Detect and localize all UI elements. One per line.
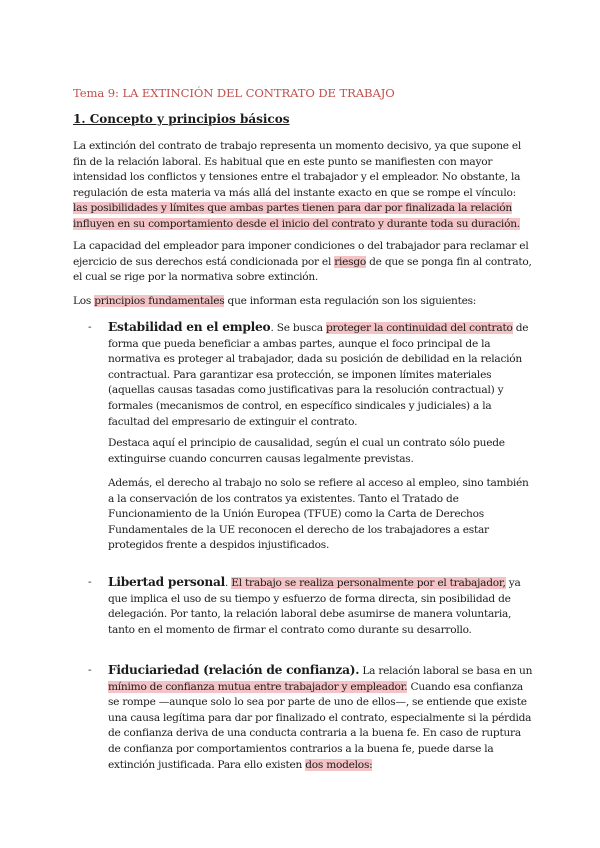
intro-highlight: las posibilidades y límites que ambas partes tienen para dar por finalizada la relación influyen en su comportamiento desde el inicio del contrato y durante toda su duración. [73, 202, 520, 230]
freedom-text-b: ya que implica el uso de su tiempo y esfuerzo de forma directa, sin posibilidad de delegación. Por tanto, la relación laboral debe asumirse de manera voluntaria, tanto en el momento de firmar el contrato como durante su desarrollo. [108, 577, 521, 636]
list-item-personal-freedom [88, 575, 533, 638]
fiduciary-paragraph [108, 663, 533, 773]
document-title: Tema 9: LA EXTINCIÓN DEL CONTRATO DE TRABAJO [73, 86, 395, 100]
freedom-text-a: . [225, 577, 232, 589]
stability-text-a: . Se busca [270, 322, 326, 334]
capacity-paragraph [73, 239, 533, 286]
intro-paragraph [73, 139, 533, 233]
principles-intro-before: Los [73, 295, 95, 307]
intro-text: La extinción del contrato de trabajo representa un momento decisivo, ya que supone el fin de la relación laboral. Es habitual que en este punto se manifiesten con mayor intensidad los conflictos y tensiones entre el trabajador y el empleador. No obstante, la regulación de esta materia va más allá del instante exacto en que se rompe el vínculo: [73, 140, 522, 199]
stability-title: Estabilidad en el empleo [108, 320, 271, 334]
freedom-paragraph [108, 575, 533, 638]
capacity-highlight: riesgo [334, 255, 367, 268]
stability-text-b: de forma que pueda beneficiar a ambas partes, aunque el foco principal de la normativa es proteger al trabajador, dada su posición de debilidad en la relación contractual. Para garantizar esa protección, se imponen límites materiales (aquellas causas tasadas como justificativas para la resolución contractual) y formales (mecanismos de control, en específico sindicales y judiciales) a la facultad del empresario de extinguir el contrato. [108, 322, 529, 428]
principles-intro [73, 294, 533, 310]
causality-paragraph: Destaca aquí el principio de causalidad, según el cual un contrato sólo puede extinguirse cuando concurren causas legalmente previstas. [108, 437, 505, 465]
list-item-fiduciary [88, 663, 533, 773]
freedom-title: Libertad personal [108, 575, 226, 589]
list-item-stability [88, 320, 533, 430]
bullet-dash: - [88, 664, 92, 676]
principles-intro-after: que informan esta regulación son los siguientes: [224, 295, 477, 307]
stability-paragraph [108, 320, 533, 430]
capacity-text-before: La capacidad del empleador para imponer condiciones o del trabajador para reclamar el ejercicio de sus derechos está condicionada por el [73, 240, 529, 268]
fiduciary-highlight-models: dos modelos: [305, 758, 373, 771]
capacity-text-after: de que se ponga fin al contrato, el cual se rige por la normativa sobre extinción. [73, 255, 532, 284]
stability-highlight: proteger la continuidad del contrato [326, 322, 513, 334]
fiduciary-highlight: mínimo de confianza mutua entre trabajador y empleador. [108, 680, 408, 693]
bullet-dash: - [88, 576, 92, 588]
right-to-work-paragraph: Además, el derecho al trabajo no solo se refiere al acceso al empleo, sino también a la conservación de los contratos ya existentes. Tanto el Tratado de Funcionamiento de la Unión Europea (TFUE) como la Carta de Derechos Fundamentales de la UE reconocen el derecho de los trabajadores a estar protegidos frente a despidos injustificados. [108, 477, 529, 552]
freedom-highlight: El trabajo se realiza personalmente por el trabajador, [231, 577, 506, 589]
fiduciary-text-b: Cuando esa confianza se rompe —aunque solo lo sea por parte de uno de ellos—, se entiende que existe una causa legítima para dar por finalizado el contrato, especialmente si la pérdida de confianza deriva de una conducta contraria a la buena fe. En caso de ruptura de confianza por comportamientos contrarios a la buena fe, puede darse la extinción justificada. Para ello existen [108, 680, 532, 771]
principles-intro-highlight: principios fundamentales [94, 295, 225, 307]
fiduciary-title: Fiduciariedad (relación de confianza). [108, 663, 360, 677]
section-heading: 1. Concepto y principios básicos [73, 112, 290, 126]
fiduciary-text-a: La relación laboral se basa en un [359, 665, 533, 677]
bullet-dash: - [88, 321, 92, 333]
